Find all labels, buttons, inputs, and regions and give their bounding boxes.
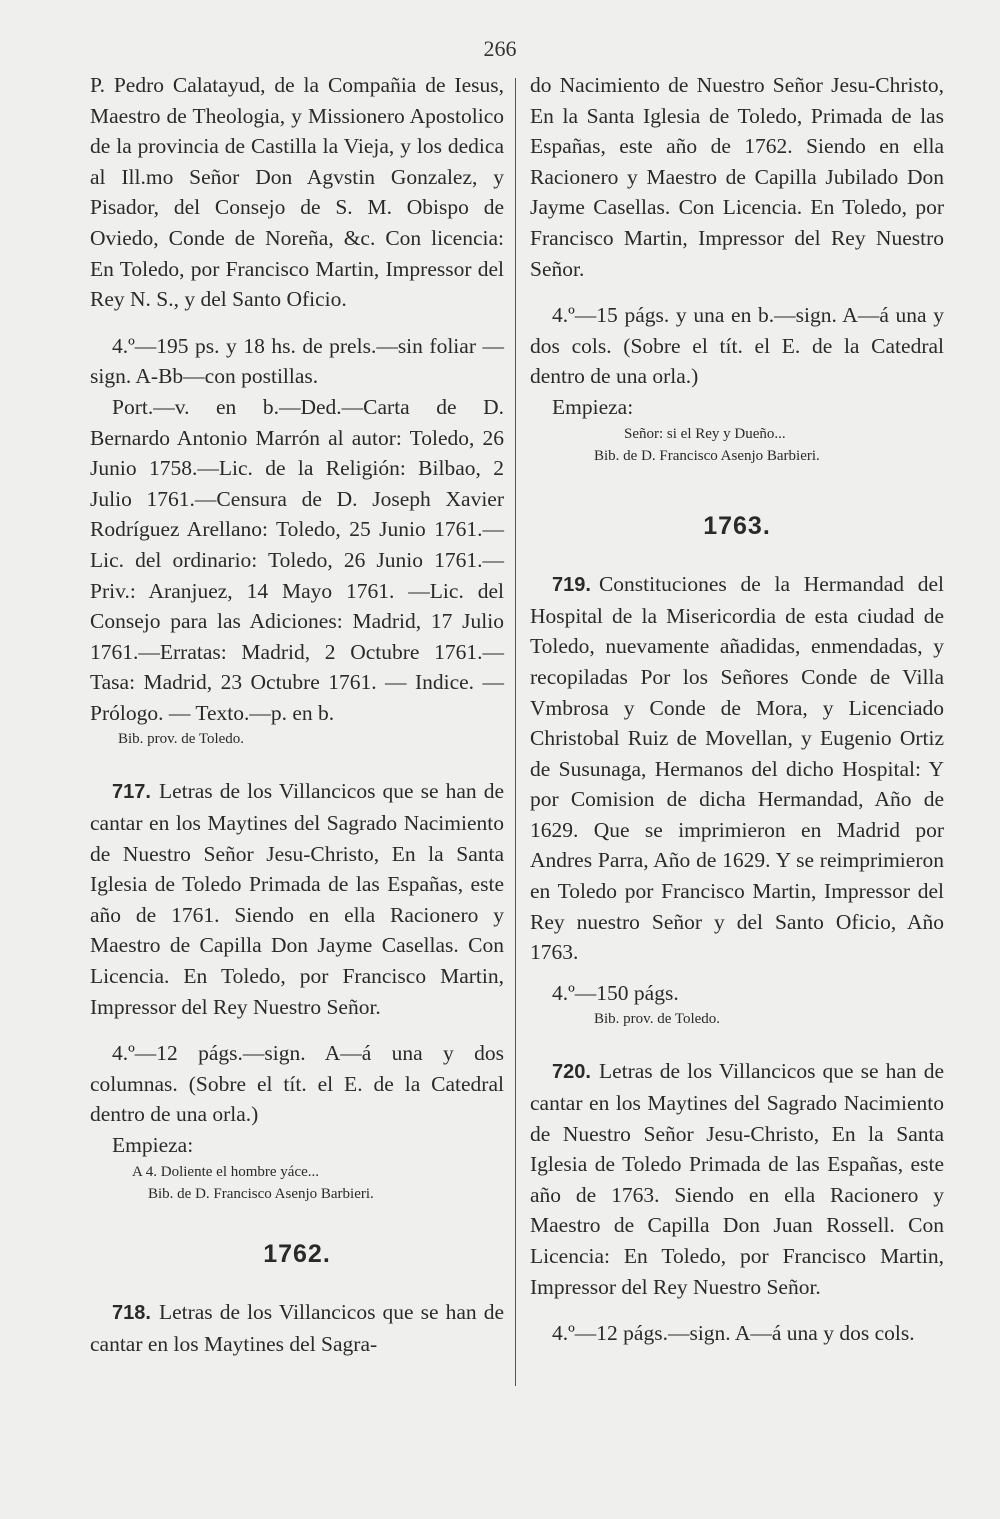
begins-label: Empieza: xyxy=(112,1133,194,1157)
library-reference: Bib. de D. Francisco Asenjo Barbieri. xyxy=(594,447,820,464)
year-heading: 1762. xyxy=(263,1239,331,1268)
library-reference: Bib. prov. de Toledo. xyxy=(118,731,245,748)
entry-description: 4.º—150 págs. xyxy=(552,980,679,1005)
entry-719 xyxy=(530,569,944,1030)
entry-number: 717. xyxy=(112,781,151,804)
entry-number: 720. xyxy=(552,1061,591,1084)
entry-number: 718. xyxy=(112,1302,151,1325)
right-column xyxy=(530,70,944,1349)
continued-entry-text: do Nacimiento de Nuestro Señor Jesu-Christo, En la Santa Iglesia de Toledo, Primada de las Españas, este año de 1762. Siendo en ella Racionero y Maestro de Capilla Jubilado Don Jayme Casellas. Con Licencia. En Toledo, por Francisco Martin, Impressor del Rey Nuestro Señor. xyxy=(530,73,944,281)
entry-description: 4.º—15 págs. y una en b.—sign. A—á una y dos cols. (Sobre el tít. el E. de la Catedral dentro de una orla.) xyxy=(530,303,944,389)
entry-description: 4.º—12 págs.—sign. A—á una y dos columnas. (Sobre el tít. el E. de la Catedral dentro de una orla.) xyxy=(90,1041,504,1127)
entry-717 xyxy=(90,776,504,1204)
library-reference: Bib. de D. Francisco Asenjo Barbieri. xyxy=(148,1185,374,1202)
column-divider xyxy=(515,78,516,1386)
entry-718 xyxy=(90,1297,504,1359)
entry-description: 4.º—12 págs.—sign. A—á una y dos cols. xyxy=(552,1321,915,1346)
entry-title: Letras de los Villancicos que se han de cantar en los Maytines del Sagrado Nacimiento de Nuestro Señor Jesu-Christo, En la Santa Iglesia de Toledo Primada de las Españas, este año de 1763. Siendo en ella Racionero y Maestro de Capilla Don Juan Rossell. Con Licencia: En Toledo, por Francisco Martin, Impressor del Rey Nuestro Señor. xyxy=(530,1059,944,1299)
continued-entry-text: P. Pedro Calatayud, de la Compañia de Iesus, Maestro de Theologia, y Missionero Apostolico de la provincia de Castilla la Vieja, y los dedica al Ill.mo Señor Don Agvstin Gonzalez, y Pisador, del Consejo de S. M. Obispo de Oviedo, Conde de Noreña, &c. Con licencia: En Toledo, por Francisco Martin, Impressor del Rey N. S., y del Santo Oficio. xyxy=(90,73,504,312)
year-heading: 1763. xyxy=(703,511,771,540)
incipit: A 4. Doliente el hombre yáce... xyxy=(132,1163,320,1180)
incipit: Señor: si el Rey y Dueño... xyxy=(624,425,786,442)
entry-title: Letras de los Villancicos que se han de cantar en los Maytines del Sagrado Nacimiento de Nuestro Señor Jesu-Christo, En la Santa Iglesia de Toledo Primada de las Españas, este año de 1761. Siendo en ella Racionero y Maestro de Capilla Don Jayme Casellas. Con Licencia. En Toledo, por Francisco Martin, Impressor del Rey Nuestro Señor. xyxy=(90,779,504,1019)
library-reference: Bib. prov. de Toledo. xyxy=(594,1011,721,1028)
entry-720 xyxy=(530,1056,944,1348)
entry-number: 719. xyxy=(552,574,591,597)
entry-title: Constituciones de la Hermandad del Hospital de la Misericordia de esta ciudad de Toledo, nuevamente añadidas, enmendadas, y recopiladas Por los Señores Conde de Villa Vmbrosa y Conde de Mora, y Licenciado Christobal Ruiz de Movellan, y Eugenio Ortiz de Susunaga, Hermanos del dicho Hospital: Y por Comision de dicha Hermandad, Año de 1629. Que se imprimieron en Madrid por Andres Parra, Año de 1629. Y se reimprimieron en Toledo por Francisco Martin, Impressor del Rey nuestro Señor y del Santo Oficio, Año 1763. xyxy=(530,572,944,965)
left-column xyxy=(90,70,504,1359)
entry-title: Letras de los Villancicos que se han de cantar en los Maytines del Sagra- xyxy=(90,1300,504,1356)
begins-label: Empieza: xyxy=(552,394,634,419)
entry-contents: Port.—v. en b.—Ded.—Carta de D. Bernardo Antonio Marrón al autor: Toledo, 26 Junio 1758.—Lic. de la Religión: Bilbao, 2 Julio 1761.—Censura de D. Joseph Xavier Rodríguez Arellano: Toledo, 25 Junio 1761.—Lic. del ordinario: Toledo, 26 Junio 1761.—Priv.: Aranjuez, 14 Mayo 1761. —Lic. del Consejo para las Adiciones: Madrid, 17 Julio 1761.—Erratas: Madrid, 2 Octubre 1761.—Tasa: Madrid, 23 Octubre 1761. — Indice. — Prólogo. — Texto.—p. en b. xyxy=(90,394,504,725)
entry-description: 4.º—195 ps. y 18 hs. de prels.—sin foliar —sign. A-Bb—con postillas. xyxy=(90,333,504,389)
page-number: 266 xyxy=(483,36,517,61)
